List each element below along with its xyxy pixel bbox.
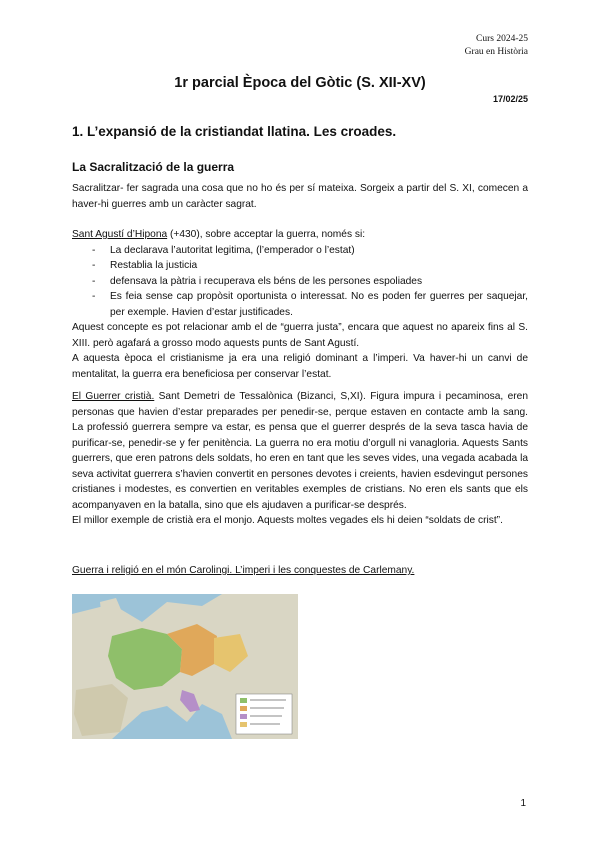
page-number: 1 — [520, 798, 526, 809]
carolingian-heading — [72, 563, 528, 579]
warrior-block — [72, 389, 528, 529]
monk-paragraph: El millor exemple de cristià era el monjo. Aquests moltes vegades els hi deien “soldats de crist”. — [72, 515, 503, 526]
carolingian-heading-text: Guerra i religió en el món Carolingi. L’imperi i les conquestes de Carlemany. — [72, 565, 415, 576]
list-item: - La declarava l’autoritat legitima, (l’emperador o l’estat) — [72, 243, 528, 259]
legend-swatch — [240, 722, 247, 727]
legend-swatch — [240, 706, 247, 711]
augustine-name: Sant Agustí d’Hipona — [72, 229, 168, 240]
subsection-title: La Sacralització de la guerra — [72, 160, 235, 174]
degree-name: Grau en Història — [464, 47, 528, 57]
concept-paragraph: Aquest concepte es pot relacionar amb el de “guerra justa”, encara que aquest no apareix fins al S. XIII. però agafará a grosso modo aquests punts de Sant Agustí. — [72, 322, 528, 349]
warrior-text: Sant Demetri de Tessalònica (Bizanci, S,XI). Figura impura i pecaminosa, eren personas que havien d’estar preparades per penedir-se, perque estaven en contacte amb la sang. La professió guerrera sempre va estar, es pensa que el guerrer després de la seva tasca havia de purificar-se, penedir-se y fer penitència. La guerra no era motiu d’orgull ni vanagloria. Aquests Sants guerrers, que eren patrons dels soldats, ho eren en tant que les seves vides, una vegada acabada la seva activitat guerrera s’havien convertit en persones devotes i creients, havien esdevingut persones cristianes i modestes, es convertien en veritables exemples de cristians. No eren els sants que els acompanyaven en la batalla, sino que els ajudaven a purificar-se després. — [72, 391, 528, 511]
course-year: Curs 2024-25 — [476, 34, 528, 44]
document-date: 17/02/25 — [492, 94, 528, 104]
intro-text: Sacralitzar- fer sagrada una cosa que no ho és per sí mateixa. Sorgeix a partir del S. XI, comecen a haver-hi guerres amb un caràcter sagrat. — [72, 183, 528, 210]
map-iberia — [74, 684, 128, 736]
legend-swatch — [240, 714, 247, 719]
legend-swatch — [240, 698, 247, 703]
augustine-intro: (+430), sobre acceptar la guerra, només si: — [167, 229, 366, 240]
section-title: 1. L’expansió de la cristiandat llatina. Les croades. — [72, 124, 397, 139]
epoch-paragraph: A aquesta època el cristianisme ja era una religió dominant a l’imperi. Va haver-hi un canvi de mentalitat, la guerra era beneficiosa per conservar l’estat. — [72, 353, 528, 380]
augustine-block — [72, 227, 528, 382]
list-item: - defensava la pàtria i recuperava els béns de les persones espoliades — [72, 274, 528, 290]
carolingian-empire-map — [72, 594, 298, 739]
augustine-conditions-list — [72, 243, 528, 321]
list-item: - Restablia la justicia — [72, 258, 528, 274]
intro-paragraph — [72, 181, 528, 212]
warrior-label: El Guerrer cristià. — [72, 391, 155, 402]
document-title: 1r parcial Època del Gòtic (S. XII-XV) — [174, 75, 426, 91]
header-info — [465, 33, 528, 59]
list-item: - Es feia sense cap propòsit oportunista o interessat. No es poden fer guerres per saquejar, per exemple. Havien d’estar justificades. — [72, 289, 528, 320]
